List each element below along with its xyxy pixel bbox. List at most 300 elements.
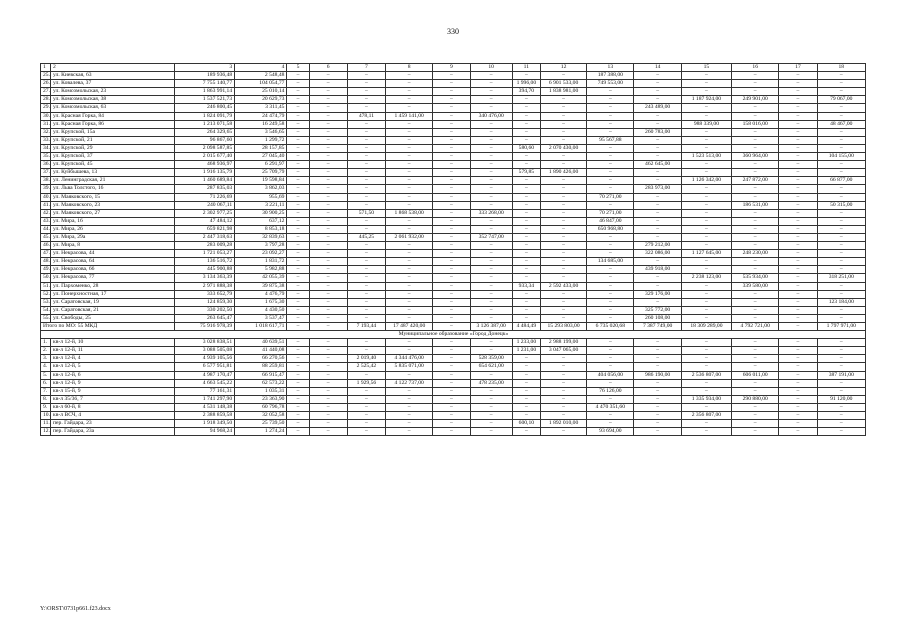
cell-col-16: – — [732, 88, 779, 96]
cell-col-9: – — [433, 274, 470, 282]
cell-col-14: – — [634, 193, 681, 201]
cell-col-1: 41. — [41, 201, 51, 209]
cell-col-13: 4 470 351,60 — [587, 403, 634, 411]
cell-col-1: 36. — [41, 161, 51, 169]
cell-col-17: – — [779, 136, 817, 144]
cell-col-2: ул. Крупской, 29 — [51, 144, 175, 152]
cell-col-14: – — [634, 428, 681, 436]
cell-col-17: – — [779, 420, 817, 428]
cell-col-8: – — [386, 128, 433, 136]
cell-col-13: 404 056,00 — [587, 371, 634, 379]
cell-col-6: – — [309, 339, 347, 347]
cell-col-13: – — [587, 282, 634, 290]
cell-col-7: – — [347, 96, 385, 104]
cell-col-12: – — [540, 355, 586, 363]
cell-col-16: – — [732, 217, 779, 225]
cell-col-8: – — [386, 420, 433, 428]
cell-col-16: – — [732, 379, 779, 387]
table-row — [41, 355, 866, 363]
cell-col-7: – — [347, 403, 385, 411]
cell-col-16: – — [732, 72, 779, 80]
cell-col-3: 2 098 587,85 — [174, 144, 234, 152]
cell-col-9: – — [433, 412, 470, 420]
cell-col-4: 25 010,14 — [235, 88, 287, 96]
cell-col-2: кв-л 15-й, 9 — [51, 387, 175, 395]
table-row — [41, 161, 866, 169]
cell-col-14: – — [634, 355, 681, 363]
cell-col-10: – — [470, 80, 512, 88]
cell-col-5: – — [287, 274, 309, 282]
total-cell: 15 293 803,00 — [540, 323, 586, 331]
cell-col-15: 1 187 924,00 — [681, 96, 731, 104]
cell-col-16: 535 934,00 — [732, 274, 779, 282]
cell-col-16: – — [732, 242, 779, 250]
cell-col-9: – — [433, 242, 470, 250]
cell-col-11: 933,34 — [512, 282, 540, 290]
column-header: 18 — [817, 64, 865, 72]
section-title: Муниципальное образование «Город Донецк» — [41, 331, 866, 339]
cell-col-5: – — [287, 420, 309, 428]
cell-col-5: – — [287, 153, 309, 161]
cell-col-3: 283 009,28 — [174, 242, 234, 250]
cell-col-13: – — [587, 112, 634, 120]
cell-col-9: – — [433, 395, 470, 403]
cell-col-9: – — [433, 112, 470, 120]
cell-col-6: – — [309, 193, 347, 201]
cell-col-9: – — [433, 128, 470, 136]
cell-col-3: 330 202,50 — [174, 306, 234, 314]
table-row — [41, 88, 866, 96]
cell-col-13: 46 847,00 — [587, 217, 634, 225]
cell-col-18: 91 120,00 — [817, 395, 865, 403]
cell-col-8: 5 835 071,00 — [386, 363, 433, 371]
cell-col-1: 31. — [41, 120, 51, 128]
cell-col-16: – — [732, 128, 779, 136]
cell-col-5: – — [287, 242, 309, 250]
cell-col-4: 3 311,45 — [235, 104, 287, 112]
cell-col-10: – — [470, 258, 512, 266]
cell-col-18: 318 251,00 — [817, 274, 865, 282]
cell-col-7: – — [347, 217, 385, 225]
cell-col-11: – — [512, 136, 540, 144]
cell-col-6: – — [309, 72, 347, 80]
cell-col-10: 352 747,00 — [470, 233, 512, 241]
cell-col-11: – — [512, 233, 540, 241]
cell-col-11: – — [512, 225, 540, 233]
cell-col-10: – — [470, 420, 512, 428]
cell-col-11: 394,70 — [512, 88, 540, 96]
cell-col-6: – — [309, 120, 347, 128]
cell-col-16: – — [732, 112, 779, 120]
cell-col-18: – — [817, 428, 865, 436]
cell-col-16: – — [732, 314, 779, 322]
cell-col-7: – — [347, 242, 385, 250]
cell-col-6: – — [309, 201, 347, 209]
cell-col-9: – — [433, 282, 470, 290]
cell-col-8: 1 459 141,00 — [386, 112, 433, 120]
cell-col-18: – — [817, 282, 865, 290]
cell-col-16: – — [732, 363, 779, 371]
cell-col-12: – — [540, 233, 586, 241]
cell-col-7: 478,11 — [347, 112, 385, 120]
cell-col-14: – — [634, 201, 681, 209]
cell-col-12: – — [540, 209, 586, 217]
cell-col-2: ул. Маяковского, 27 — [51, 209, 175, 217]
cell-col-17: – — [779, 209, 817, 217]
cell-col-17: – — [779, 185, 817, 193]
cell-col-8: – — [386, 428, 433, 436]
cell-col-13: – — [587, 363, 634, 371]
cell-col-3: 468 936,97 — [174, 161, 234, 169]
cell-col-4: 42 055,39 — [235, 274, 287, 282]
cell-col-2: кв-л ВСЧ, 4 — [51, 412, 175, 420]
cell-col-4: 3 537,47 — [235, 314, 287, 322]
cell-col-17: – — [779, 96, 817, 104]
table-row — [41, 347, 866, 355]
cell-col-18: 79 067,00 — [817, 96, 865, 104]
cell-col-15: – — [681, 217, 731, 225]
cell-col-12: – — [540, 258, 586, 266]
cell-col-14: 322 086,00 — [634, 250, 681, 258]
cell-col-7: – — [347, 258, 385, 266]
cell-col-9: – — [433, 233, 470, 241]
cell-col-14: – — [634, 112, 681, 120]
cell-col-7: 2 019,40 — [347, 355, 385, 363]
cell-col-6: – — [309, 233, 347, 241]
cell-col-14: – — [634, 177, 681, 185]
table-row — [41, 120, 866, 128]
cell-col-8: – — [386, 217, 433, 225]
cell-col-4: 6 291,97 — [235, 161, 287, 169]
cell-col-18: – — [817, 128, 865, 136]
cell-col-15: – — [681, 225, 731, 233]
cell-col-1: 4. — [41, 363, 51, 371]
cell-col-10: – — [470, 120, 512, 128]
cell-col-12: 1 890 426,00 — [540, 169, 586, 177]
cell-col-16: – — [732, 80, 779, 88]
cell-col-18: 50 315,00 — [817, 201, 865, 209]
cell-col-12: – — [540, 412, 586, 420]
cell-col-8: – — [386, 250, 433, 258]
cell-col-9: – — [433, 225, 470, 233]
cell-col-9: – — [433, 290, 470, 298]
cell-col-14: – — [634, 420, 681, 428]
cell-col-14: – — [634, 347, 681, 355]
cell-col-5: – — [287, 387, 309, 395]
total-row — [41, 323, 866, 331]
cell-col-18: – — [817, 339, 865, 347]
cell-col-4: 23 092,27 — [235, 250, 287, 258]
cell-col-15: – — [681, 379, 731, 387]
cell-col-8: – — [386, 266, 433, 274]
cell-col-10: – — [470, 306, 512, 314]
cell-col-6: – — [309, 420, 347, 428]
cell-col-13: – — [587, 104, 634, 112]
cell-col-14: 260 108,00 — [634, 314, 681, 322]
cell-col-16: – — [732, 355, 779, 363]
cell-col-8: – — [386, 403, 433, 411]
column-header: 14 — [634, 64, 681, 72]
cell-col-2: ул. Пархоменко, 28 — [51, 282, 175, 290]
cell-col-2: ул. Некрасова, 64 — [51, 258, 175, 266]
cell-col-18: 48 467,00 — [817, 120, 865, 128]
cell-col-1: 1. — [41, 339, 51, 347]
cell-col-7: 1 929,56 — [347, 379, 385, 387]
table-row — [41, 306, 866, 314]
cell-col-7: – — [347, 420, 385, 428]
cell-col-1: 30. — [41, 112, 51, 120]
cell-col-5: – — [287, 209, 309, 217]
cell-col-15: – — [681, 355, 731, 363]
cell-col-10: – — [470, 169, 512, 177]
cell-col-13: 93 694,00 — [587, 428, 634, 436]
cell-col-3: 47 484,12 — [174, 217, 234, 225]
cell-col-12: – — [540, 161, 586, 169]
cell-col-13: – — [587, 201, 634, 209]
table-row — [41, 258, 866, 266]
cell-col-10: – — [470, 144, 512, 152]
cell-col-1: 37. — [41, 169, 51, 177]
cell-col-2: кв-л 12-й, 5 — [51, 363, 175, 371]
cell-col-10: – — [470, 395, 512, 403]
cell-col-14: 279 212,00 — [634, 242, 681, 250]
cell-col-13: – — [587, 96, 634, 104]
cell-col-2: ул. Крупской, 15а — [51, 128, 175, 136]
cell-col-13: – — [587, 314, 634, 322]
cell-col-5: – — [287, 355, 309, 363]
table-row — [41, 242, 866, 250]
cell-col-15: – — [681, 80, 731, 88]
cell-col-6: – — [309, 298, 347, 306]
cell-col-4: 637,12 — [235, 217, 287, 225]
cell-col-5: – — [287, 217, 309, 225]
cell-col-8: 1 868 538,00 — [386, 209, 433, 217]
data-table — [40, 63, 866, 436]
cell-col-13: 134 685,00 — [587, 258, 634, 266]
cell-col-17: – — [779, 290, 817, 298]
cell-col-16: – — [732, 306, 779, 314]
cell-col-9: – — [433, 193, 470, 201]
cell-col-9: – — [433, 169, 470, 177]
cell-col-10: – — [470, 371, 512, 379]
cell-col-5: – — [287, 201, 309, 209]
cell-col-3: 1 916 135,79 — [174, 169, 234, 177]
cell-col-3: 4 987 170,47 — [174, 371, 234, 379]
cell-col-1: 26. — [41, 80, 51, 88]
total-label: Итого по МО: 55 МКД — [41, 323, 175, 331]
table-row — [41, 225, 866, 233]
cell-col-1: 42. — [41, 209, 51, 217]
cell-col-4: 40 639,51 — [235, 339, 287, 347]
cell-col-16: – — [732, 412, 779, 420]
cell-col-2: ул. Свободы, 25 — [51, 314, 175, 322]
cell-col-13: – — [587, 420, 634, 428]
column-header: 1 — [41, 64, 51, 72]
cell-col-4: 3 221,11 — [235, 201, 287, 209]
cell-col-4: 28 157,85 — [235, 144, 287, 152]
cell-col-17: – — [779, 298, 817, 306]
cell-col-13: 70 271,00 — [587, 209, 634, 217]
cell-col-9: – — [433, 403, 470, 411]
cell-col-18: 387 191,00 — [817, 371, 865, 379]
cell-col-14: – — [634, 395, 681, 403]
cell-col-5: – — [287, 339, 309, 347]
cell-col-5: – — [287, 395, 309, 403]
cell-col-12: – — [540, 193, 586, 201]
cell-col-1: 44. — [41, 225, 51, 233]
cell-col-3: 1 460 689,84 — [174, 177, 234, 185]
cell-col-15: – — [681, 420, 731, 428]
total-cell: 7 193,44 — [347, 323, 385, 331]
cell-col-16: 186 531,00 — [732, 201, 779, 209]
table-row — [41, 193, 866, 201]
cell-col-2: ул. Саратовская, 21 — [51, 306, 175, 314]
table-row — [41, 274, 866, 282]
table-row — [41, 112, 866, 120]
cell-col-15: 988 339,00 — [681, 120, 731, 128]
cell-col-1: 25. — [41, 72, 51, 80]
cell-col-6: – — [309, 314, 347, 322]
cell-col-16: 158 016,00 — [732, 120, 779, 128]
cell-col-14: – — [634, 169, 681, 177]
cell-col-1: 9. — [41, 403, 51, 411]
cell-col-4: 66 915,47 — [235, 371, 287, 379]
cell-col-11: – — [512, 201, 540, 209]
cell-col-16: 249 901,00 — [732, 96, 779, 104]
cell-col-16: 360 964,00 — [732, 153, 779, 161]
cell-col-3: 3 028 838,51 — [174, 339, 234, 347]
data-table-container — [40, 63, 866, 436]
cell-col-11: – — [512, 112, 540, 120]
cell-col-16: – — [732, 225, 779, 233]
cell-col-15: – — [681, 233, 731, 241]
table-row — [41, 363, 866, 371]
cell-col-17: – — [779, 112, 817, 120]
cell-col-11: 579,85 — [512, 169, 540, 177]
cell-col-9: – — [433, 96, 470, 104]
cell-col-16: – — [732, 144, 779, 152]
cell-col-8: 4 122 737,00 — [386, 379, 433, 387]
cell-col-12: – — [540, 185, 586, 193]
cell-col-9: – — [433, 201, 470, 209]
cell-col-11: – — [512, 153, 540, 161]
cell-col-15: – — [681, 363, 731, 371]
cell-col-18: – — [817, 193, 865, 201]
table-row — [41, 314, 866, 322]
cell-col-18: – — [817, 314, 865, 322]
cell-col-12: 6 901 533,00 — [540, 80, 586, 88]
cell-col-2: кв-л 12-й, 6 — [51, 371, 175, 379]
cell-col-6: – — [309, 242, 347, 250]
cell-col-11: – — [512, 363, 540, 371]
column-header: 5 — [287, 64, 309, 72]
cell-col-13: 76 126,00 — [587, 387, 634, 395]
cell-col-10: – — [470, 428, 512, 436]
cell-col-9: – — [433, 250, 470, 258]
cell-col-3: 2 447 318,63 — [174, 233, 234, 241]
cell-col-5: – — [287, 169, 309, 177]
cell-col-5: – — [287, 88, 309, 96]
cell-col-17: – — [779, 347, 817, 355]
cell-col-12: – — [540, 250, 586, 258]
cell-col-2: ул. Комсомольская, 63 — [51, 104, 175, 112]
cell-col-1: 43. — [41, 217, 51, 225]
cell-col-8: – — [386, 298, 433, 306]
cell-col-6: – — [309, 161, 347, 169]
cell-col-1: 55. — [41, 314, 51, 322]
table-row — [41, 201, 866, 209]
cell-col-6: – — [309, 112, 347, 120]
cell-col-17: – — [779, 250, 817, 258]
cell-col-11: – — [512, 274, 540, 282]
cell-col-2: кв-л 12-й, 9 — [51, 379, 175, 387]
cell-col-13: – — [587, 242, 634, 250]
cell-col-10: – — [470, 412, 512, 420]
cell-col-14: – — [634, 274, 681, 282]
header-row — [41, 64, 866, 72]
cell-col-10: – — [470, 193, 512, 201]
cell-col-6: – — [309, 250, 347, 258]
cell-col-1: 48. — [41, 258, 51, 266]
cell-col-14: 986 190,00 — [634, 371, 681, 379]
cell-col-15: – — [681, 72, 731, 80]
cell-col-15: – — [681, 161, 731, 169]
cell-col-14: – — [634, 363, 681, 371]
cell-col-2: ул. Комсомольская, 38 — [51, 96, 175, 104]
table-row — [41, 379, 866, 387]
cell-col-10: – — [470, 96, 512, 104]
cell-col-3: 2 302 977,25 — [174, 209, 234, 217]
cell-col-17: – — [779, 153, 817, 161]
cell-col-6: – — [309, 136, 347, 144]
cell-col-9: – — [433, 363, 470, 371]
cell-col-2: ул. Некрасова, 44 — [51, 250, 175, 258]
cell-col-5: – — [287, 128, 309, 136]
column-header: 6 — [309, 64, 347, 72]
cell-col-5: – — [287, 347, 309, 355]
cell-col-17: – — [779, 355, 817, 363]
cell-col-7: – — [347, 250, 385, 258]
cell-col-11: – — [512, 185, 540, 193]
cell-col-2: ул. Киевская, 63 — [51, 72, 175, 80]
cell-col-5: – — [287, 136, 309, 144]
cell-col-17: – — [779, 128, 817, 136]
cell-col-11: – — [512, 314, 540, 322]
cell-col-11: – — [512, 428, 540, 436]
cell-col-4: 66 270,56 — [235, 355, 287, 363]
cell-col-18: 66 877,00 — [817, 177, 865, 185]
cell-col-6: – — [309, 274, 347, 282]
cell-col-7: – — [347, 128, 385, 136]
cell-col-3: 264 329,65 — [174, 128, 234, 136]
cell-col-18: – — [817, 412, 865, 420]
cell-col-2: ул. Понерхностная, 17 — [51, 290, 175, 298]
cell-col-10: – — [470, 136, 512, 144]
cell-col-13: 650 968,80 — [587, 225, 634, 233]
table-row — [41, 80, 866, 88]
cell-col-12: – — [540, 217, 586, 225]
cell-col-7: – — [347, 80, 385, 88]
cell-col-17: – — [779, 428, 817, 436]
cell-col-17: – — [779, 88, 817, 96]
cell-col-18: – — [817, 403, 865, 411]
cell-col-2: ул. Крупской, 21 — [51, 136, 175, 144]
cell-col-16: 248 230,00 — [732, 250, 779, 258]
table-row — [41, 185, 866, 193]
cell-col-13: – — [587, 233, 634, 241]
cell-col-7: – — [347, 282, 385, 290]
cell-col-13: – — [587, 412, 634, 420]
